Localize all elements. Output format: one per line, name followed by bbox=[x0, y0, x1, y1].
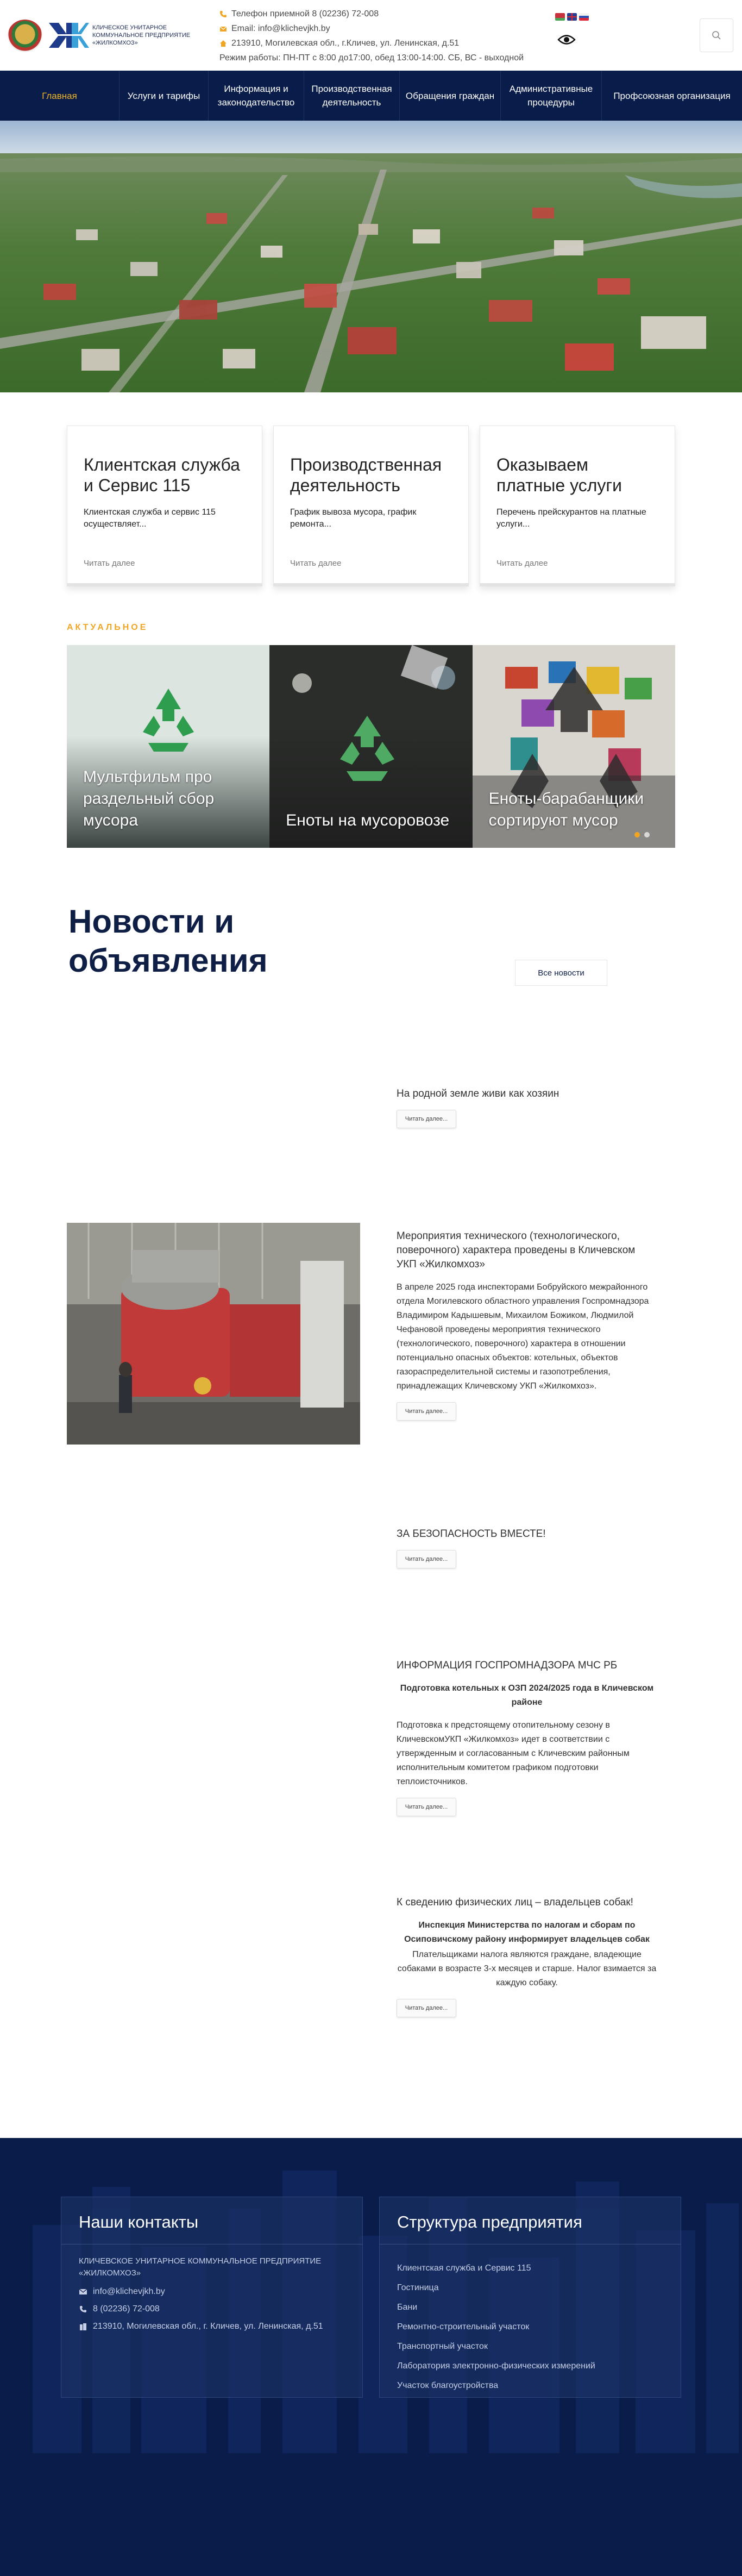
carousel-slide[interactable] bbox=[67, 645, 269, 848]
footer-structure-item[interactable]: Участок благоустройства bbox=[397, 2381, 499, 2390]
footer-structure-item[interactable]: Бани bbox=[397, 2303, 418, 2312]
service-card-paid[interactable] bbox=[480, 426, 675, 586]
footer-phone[interactable]: 8 (02236) 72-008 bbox=[93, 2304, 160, 2314]
site-header bbox=[0, 0, 742, 71]
carousel-slide[interactable] bbox=[473, 645, 675, 848]
header-address-row bbox=[219, 36, 545, 51]
footer-structure-box bbox=[379, 2197, 681, 2398]
news-item-title[interactable]: ИНФОРМАЦИЯ ГОСПРОМНАДЗОРА МЧС РБ bbox=[397, 1660, 618, 1671]
header-phone-row bbox=[219, 7, 545, 21]
nav-item-home[interactable]: Главная bbox=[0, 71, 120, 121]
service-card-text: Клиентская служба и сервис 115 осуществляет... bbox=[84, 508, 216, 529]
search-button[interactable] bbox=[700, 18, 733, 52]
flag-ru-icon[interactable] bbox=[579, 13, 589, 21]
footer-structure-item[interactable]: Гостиница bbox=[397, 2283, 439, 2292]
news-boiler-photo[interactable] bbox=[67, 1223, 360, 1445]
news-read-more-button[interactable]: Читать далее... bbox=[397, 1550, 456, 1568]
read-more-link[interactable]: Читать далее bbox=[290, 559, 342, 568]
footer-org-name: КЛИЧЕВСКОЕ УНИТАРНОЕ КОММУНАЛЬНОЕ ПРЕДПРИЯТИЕ «ЖИЛКОМХОЗ» bbox=[79, 2256, 322, 2278]
carousel-slide[interactable] bbox=[269, 645, 472, 848]
service-card-text: График вывоза мусора, график ремонта... bbox=[290, 508, 417, 529]
visually-impaired-eye-icon[interactable] bbox=[557, 34, 576, 46]
news-read-more-button[interactable]: Читать далее... bbox=[397, 1999, 456, 2017]
header-contacts bbox=[219, 7, 545, 65]
footer-address: 213910, Могилевская обл., г. Кличев, ул. Ленинская, д.51 bbox=[93, 2322, 323, 2331]
news-read-more-button[interactable]: Читать далее... bbox=[397, 1110, 456, 1128]
news-item bbox=[397, 1229, 657, 1421]
flag-by-icon[interactable] bbox=[555, 13, 565, 21]
nav-item-appeals[interactable]: Обращения граждан bbox=[400, 71, 501, 121]
news-item-body: Плательщиками налога являются граждане, владеющие собаками в возрасте 3-х месяцев и старше. Налог взимается за каждую собаку. bbox=[397, 1950, 657, 1987]
news-item bbox=[397, 1659, 657, 1816]
language-switcher bbox=[555, 13, 589, 21]
carousel-slide-title: Еноты на мусоровозе bbox=[286, 811, 450, 829]
service-card-text: Перечень прейскурантов на платные услуги... bbox=[496, 508, 646, 529]
footer-structure-item[interactable]: Лаборатория электронно-физических измерений bbox=[397, 2361, 595, 2371]
company-name: КЛИЧЕСКОЕ УНИТАРНОЕ КОММУНАЛЬНОЕ ПРЕДПРИЯТИЕ «ЖИЛКОМХОЗ» bbox=[92, 24, 191, 46]
actual-carousel bbox=[67, 645, 675, 848]
carousel-dots bbox=[634, 832, 650, 837]
all-news-button[interactable]: Все новости bbox=[515, 960, 607, 986]
service-card-title: Производственная деятельность bbox=[290, 455, 442, 495]
header-hours-row bbox=[219, 51, 545, 65]
service-card-client[interactable] bbox=[67, 426, 262, 586]
news-item-title[interactable]: Мероприятия технического (технологического, поверочного) характера проведены в Кличевском УКП «Жилкомхоз» bbox=[397, 1230, 636, 1270]
actual-section-label: АКТУАЛЬНОЕ bbox=[67, 623, 148, 632]
news-item-title[interactable]: К сведению физических лиц – владельцев собак! bbox=[397, 1897, 633, 1908]
footer-contacts-box bbox=[61, 2197, 363, 2398]
nav-item-procedures[interactable]: Административные процедуры bbox=[501, 71, 602, 121]
nav-item-info[interactable]: Информация и законодательство bbox=[209, 71, 304, 121]
header-address: 213910, Могилевская обл., г.Кличев, ул. Ленинская, д.51 bbox=[231, 39, 460, 48]
news-item-title[interactable]: ЗА БЕЗОПАСНОСТЬ ВМЕСТЕ! bbox=[397, 1528, 546, 1540]
news-item bbox=[397, 1087, 657, 1128]
footer-email-row bbox=[79, 2287, 345, 2297]
home-icon bbox=[219, 40, 227, 47]
envelope-icon bbox=[79, 2288, 87, 2296]
service-card-title: Оказываем платные услуги bbox=[496, 455, 622, 495]
footer-phone-row bbox=[79, 2304, 345, 2314]
service-card-title: Клиентская служба и Сервис 115 bbox=[84, 455, 240, 495]
footer-structure-title: Структура предприятия bbox=[380, 2212, 681, 2244]
news-read-more-button[interactable]: Читать далее... bbox=[397, 1798, 456, 1816]
footer-address-row bbox=[79, 2322, 345, 2331]
read-more-link[interactable]: Читать далее bbox=[84, 559, 135, 568]
search-icon bbox=[712, 30, 721, 40]
header-hours: Режим работы: ПН-ПТ с 8:00 до17:00, обед 13:00-14:00. СБ, ВС - выходной bbox=[219, 53, 524, 62]
footer-contacts-title: Наши контакты bbox=[61, 2212, 362, 2244]
carousel-slide-title: Мультфильм про раздельный сбор мусора bbox=[83, 768, 215, 829]
news-item bbox=[397, 1527, 657, 1568]
envelope-icon bbox=[219, 25, 227, 33]
news-item-body: Подготовка к предстоящему отопительному сезону в КличевскомУКП «Жилкомхоз» идет в соответствии с утвержденным и согласованным с Кличевским районным исполнительным комитетом графиком подготовки теплоисточников. bbox=[397, 1721, 630, 1786]
carousel-dot[interactable] bbox=[644, 832, 650, 837]
news-read-more-button[interactable]: Читать далее... bbox=[397, 1402, 456, 1421]
building-icon bbox=[79, 2323, 87, 2330]
flag-en-icon[interactable] bbox=[567, 13, 577, 21]
site-footer bbox=[0, 2138, 742, 2576]
hero-town-aerial-image bbox=[0, 121, 742, 392]
service-card-production[interactable] bbox=[273, 426, 469, 586]
company-logo-icon[interactable] bbox=[48, 20, 89, 51]
header-email[interactable]: Email: info@klichevjkh.by bbox=[231, 24, 330, 33]
header-email-row bbox=[219, 21, 545, 36]
phone-icon bbox=[219, 10, 227, 18]
footer-structure-item[interactable]: Ремонтно-строительный участок bbox=[397, 2322, 530, 2331]
news-item bbox=[397, 1896, 657, 2017]
footer-structure-item[interactable]: Клиентская служба и Сервис 115 bbox=[397, 2264, 531, 2273]
main-nav bbox=[0, 71, 742, 121]
news-item-title[interactable]: На родной земле живи как хозяин bbox=[397, 1088, 559, 1099]
news-item-body: В апреле 2025 года инспекторами Бобруйского межрайонного отдела Могилевского областного управления Госпромнадзора Владимиром Кадышевым, Михаилом Божиком, Людмилой Чефановой проведены мероприятия технического (технологического, поверочного) характера в отношении потенциально опасных объектов: котельных, объектов газораспределительной системы и газопотребления, принадлежащих Кличевскому УКП «Жилкомхоз». bbox=[397, 1283, 649, 1391]
news-item-subtitle: Подготовка котельных к ОЗП 2024/2025 года в Кличевском районе bbox=[400, 1684, 654, 1707]
nav-item-production[interactable]: Производственная деятельность bbox=[304, 71, 400, 121]
service-cards bbox=[67, 426, 675, 586]
news-section-title: Новости и объявления bbox=[68, 903, 268, 979]
phone-icon bbox=[79, 2305, 87, 2313]
footer-structure-item[interactable]: Транспортный участок bbox=[397, 2342, 488, 2351]
carousel-slide-title: Еноты-барабанщики сортируют мусор bbox=[488, 790, 644, 829]
header-phone[interactable]: Телефон приемной 8 (02236) 72-008 bbox=[231, 9, 379, 18]
carousel-dot-active[interactable] bbox=[634, 832, 640, 837]
footer-email[interactable]: info@klichevjkh.by bbox=[93, 2287, 165, 2296]
nav-item-services[interactable]: Услуги и тарифы bbox=[120, 71, 209, 121]
nav-item-union[interactable]: Профсоюзная организация bbox=[613, 90, 731, 101]
state-emblem-icon bbox=[8, 20, 42, 52]
footer-structure-list bbox=[397, 2259, 663, 2396]
read-more-link[interactable]: Читать далее bbox=[496, 559, 548, 568]
news-item-subtitle: Инспекция Министерства по налогам и сборам по Осиповичскому району информирует владельцев собак bbox=[404, 1921, 650, 1944]
